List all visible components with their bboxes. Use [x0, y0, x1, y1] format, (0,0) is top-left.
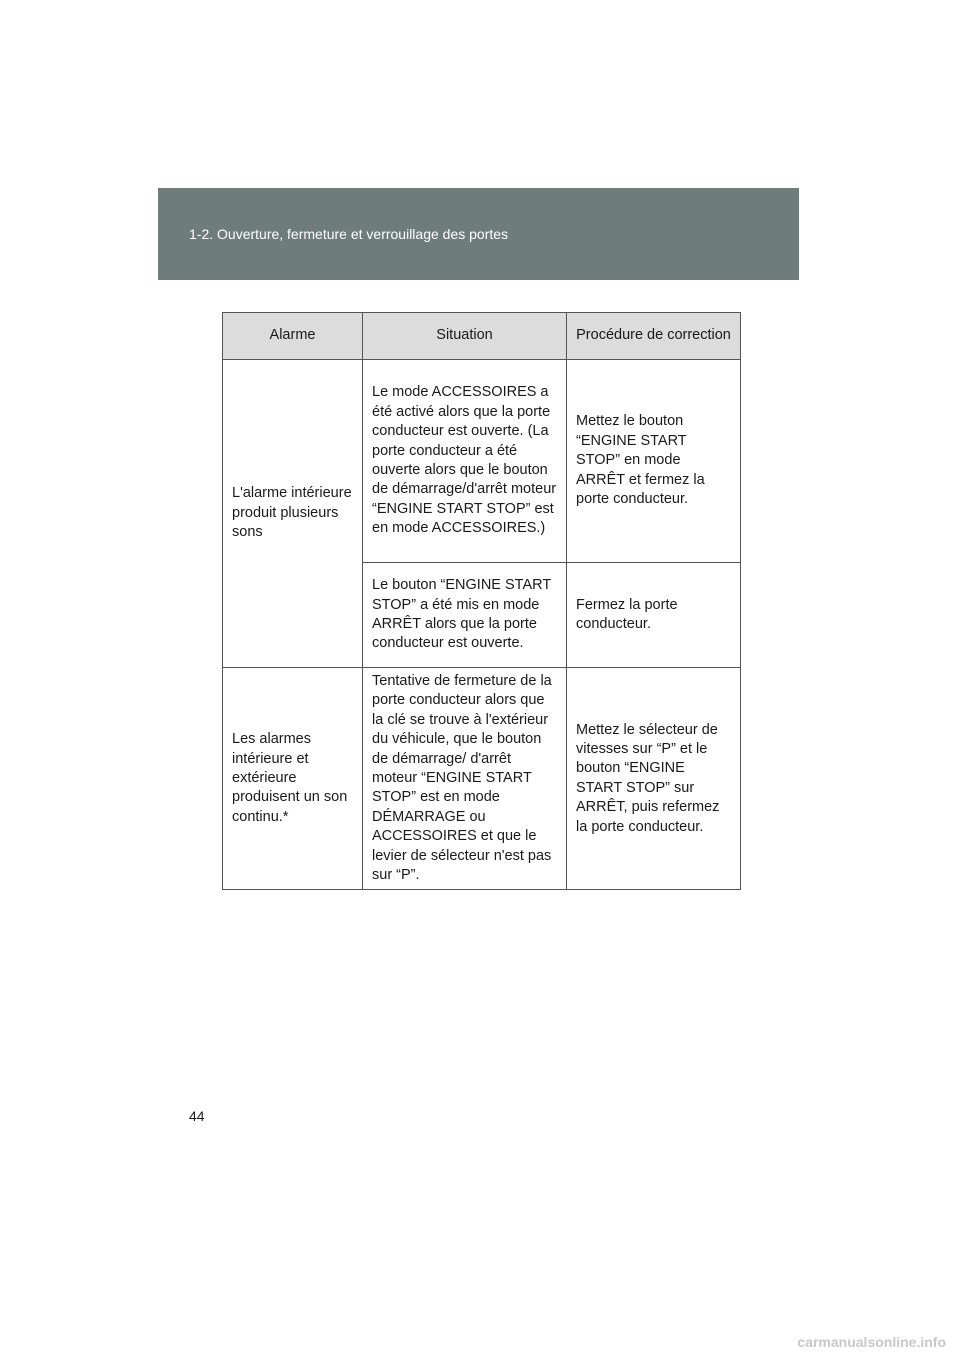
section-title: 1-2. Ouverture, fermeture et verrouillage des portes	[189, 226, 509, 242]
table-row	[223, 668, 741, 890]
column-header-procedure: Procédure de correction	[567, 313, 741, 360]
procedure-cell: Fermez la porte conducteur.	[567, 563, 741, 668]
watermark: carmanualsonline.info	[797, 1334, 946, 1350]
alarm-table	[222, 312, 741, 890]
alarm-cell: L'alarme intérieure produit plusieurs sons	[223, 360, 363, 668]
situation-cell: Le bouton “ENGINE START STOP” a été mis en mode ARRÊT alors que la porte conducteur est ouverte.	[363, 563, 567, 668]
column-header-alarme: Alarme	[223, 313, 363, 360]
situation-cell: Le mode ACCESSOIRES a été activé alors que la porte conducteur est ouverte. (La porte conducteur a été ouverte alors que le bouton de démarrage/d'arrêt moteur “ENGINE START STOP” est en mode ACCESSOIRES.)	[363, 360, 567, 563]
table-header-row	[223, 313, 741, 360]
alarm-cell: Les alarmes intérieure et extérieure produisent un son continu.*	[223, 668, 363, 890]
procedure-cell: Mettez le bouton “ENGINE START STOP” en mode ARRÊT et fermez la porte conducteur.	[567, 360, 741, 563]
procedure-cell: Mettez le sélecteur de vitesses sur “P” et le bouton “ENGINE START STOP” sur ARRÊT, puis refermez la porte conducteur.	[567, 668, 741, 890]
situation-cell: Tentative de fermeture de la porte conducteur alors que la clé se trouve à l'extérieur du véhicule, que le bouton de démarrage/ d'arrêt moteur “ENGINE START STOP” est en mode DÉMARRAGE ou ACCESSOIRES et que le levier de sélecteur n'est pas sur “P”.	[363, 668, 567, 890]
table-row	[223, 360, 741, 563]
page-number: 44	[189, 1108, 205, 1124]
column-header-situation: Situation	[363, 313, 567, 360]
